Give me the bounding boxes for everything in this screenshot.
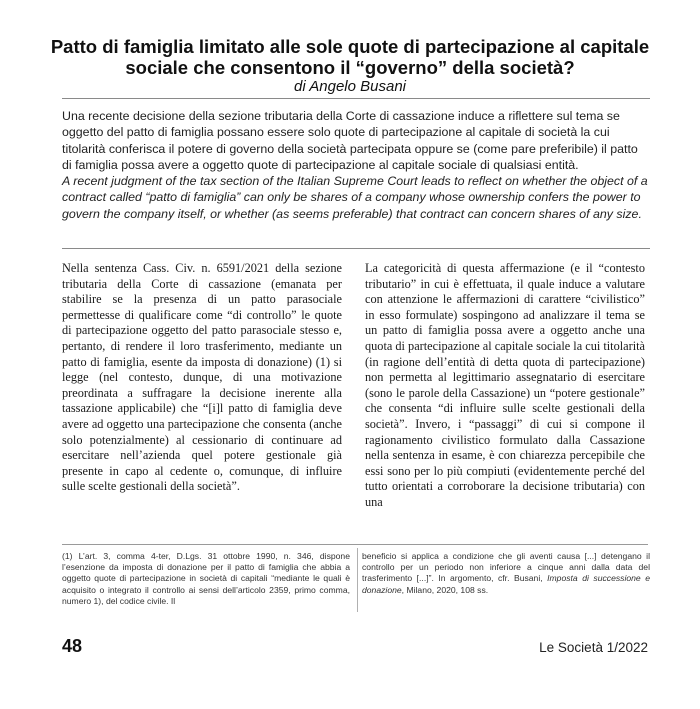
body-column-right — [365, 261, 645, 511]
article-title: Patto di famiglia limitato alle sole quote di partecipazione al capitale sociale che consentono il “governo” della società? — [50, 36, 650, 78]
abstract-english: A recent judgment of the tax section of the Italian Supreme Court leads to reflect on whether the object of a contract called “patto di famiglia” can only be shares of a company whose ownership confers the power to govern the company itself, or whether (as seems preferable) that contract can concern shares of any size. — [62, 174, 648, 221]
footnote-right-main: beneficio si applica a condizione che gli aventi causa [...] detengano il controllo per un periodo non inferiore a cinque anni dalla data del trasferimento [...]”. In argomento, cfr. Busani, — [362, 551, 650, 584]
body-column-left — [62, 261, 342, 495]
footnote-divider — [62, 544, 648, 545]
footnote-right — [362, 551, 650, 596]
abstract-box — [62, 98, 650, 249]
footnote-right-end: , Milano, 2020, 108 ss. — [401, 584, 489, 595]
footnote-text-left: (1) L’art. 3, comma 4-ter, D.Lgs. 31 ottobre 1990, n. 346, dispone l’esenzione da imposta di donazione per il patto di famiglia che abbia a oggetto quote di partecipazione in società di capitali “mediante le quali è acquisito o integrato il controllo ai sensi dell’articolo 2359, primo comma, numero 1), del codice civile. Il — [62, 551, 350, 606]
footnote-right-book-title: Imposta di successione e donazione — [362, 573, 650, 595]
article-author: di Angelo Busani — [293, 78, 407, 95]
journal-name: Le Società 1/2022 — [539, 640, 648, 655]
abstract-italian: Una recente decisione della sezione tributaria della Corte di cassazione induce a riflettere sul tema se oggetto del patto di famiglia possano essere solo quote di partecipazione al capitale di società la cui titolarità conferisca il potere di governo della società partecipata oppure se (come pare preferibile) il patto di famiglia possa avere a oggetto quote di partecipazione al capitale sociale di qualsiasi entità. — [62, 109, 638, 172]
body-text-left: Nella sentenza Cass. Civ. n. 6591/2021 della sezione tributaria della Corte di cassazione (emanata per stabilire se la presenza di un patto parasociale permettesse di qualificare come “di controllo” le quote di partecipazione oggetto del patto parasociale stesso e, pertanto, di rendere il loro trasferimento, mediante un patto di famiglia, esente da imposta di donazione) (1) si legge (nel contesto, dunque, di una motivazione preordinata a suffragare la decisione inerente alla tassazione applicabile) che “[i]l patto di famiglia deve avere ad oggetto una partecipazione che consenta (anche solo potenzialmente) al cessionario di continuare ad esercitare nell’azienda quel potere gestionale già presente in capo al cedente o, comunque, di influire sulle scelte gestionali della società”. — [62, 261, 342, 494]
footnote-left — [62, 551, 350, 607]
body-text-right: La categoricità di questa affermazione (e il “contesto tributario” in cui è effettuata, il quale induce a valutare con attenzione le affermazioni di carattere “civilistico” in esso formulate) sospingono ad analizzare il tema se un patto di famiglia possa avere a oggetto anche una quota di partecipazione al capitale sociale la cui titolarità (in ragione dell’entità di detta quota di partecipazione) non permetta al legittimario assegnatario di esercitare (sono le parole della Cassazione) un “potere gestionale” che consenta “di influire sulle scelte gestionali della società”. Invero, i “passaggi” di cui si compone il ragionamento civilistico formulato dalla Cassazione nella sentenza in esame, è con chiarezza percepibile che essi sono per lo più compiuti (evidentemente perché del tutto orientati a corroborare la decisione tributaria) con una — [365, 261, 645, 509]
footnote-text-right — [362, 551, 650, 596]
article-header — [40, 36, 660, 96]
page-number: 48 — [62, 636, 83, 656]
